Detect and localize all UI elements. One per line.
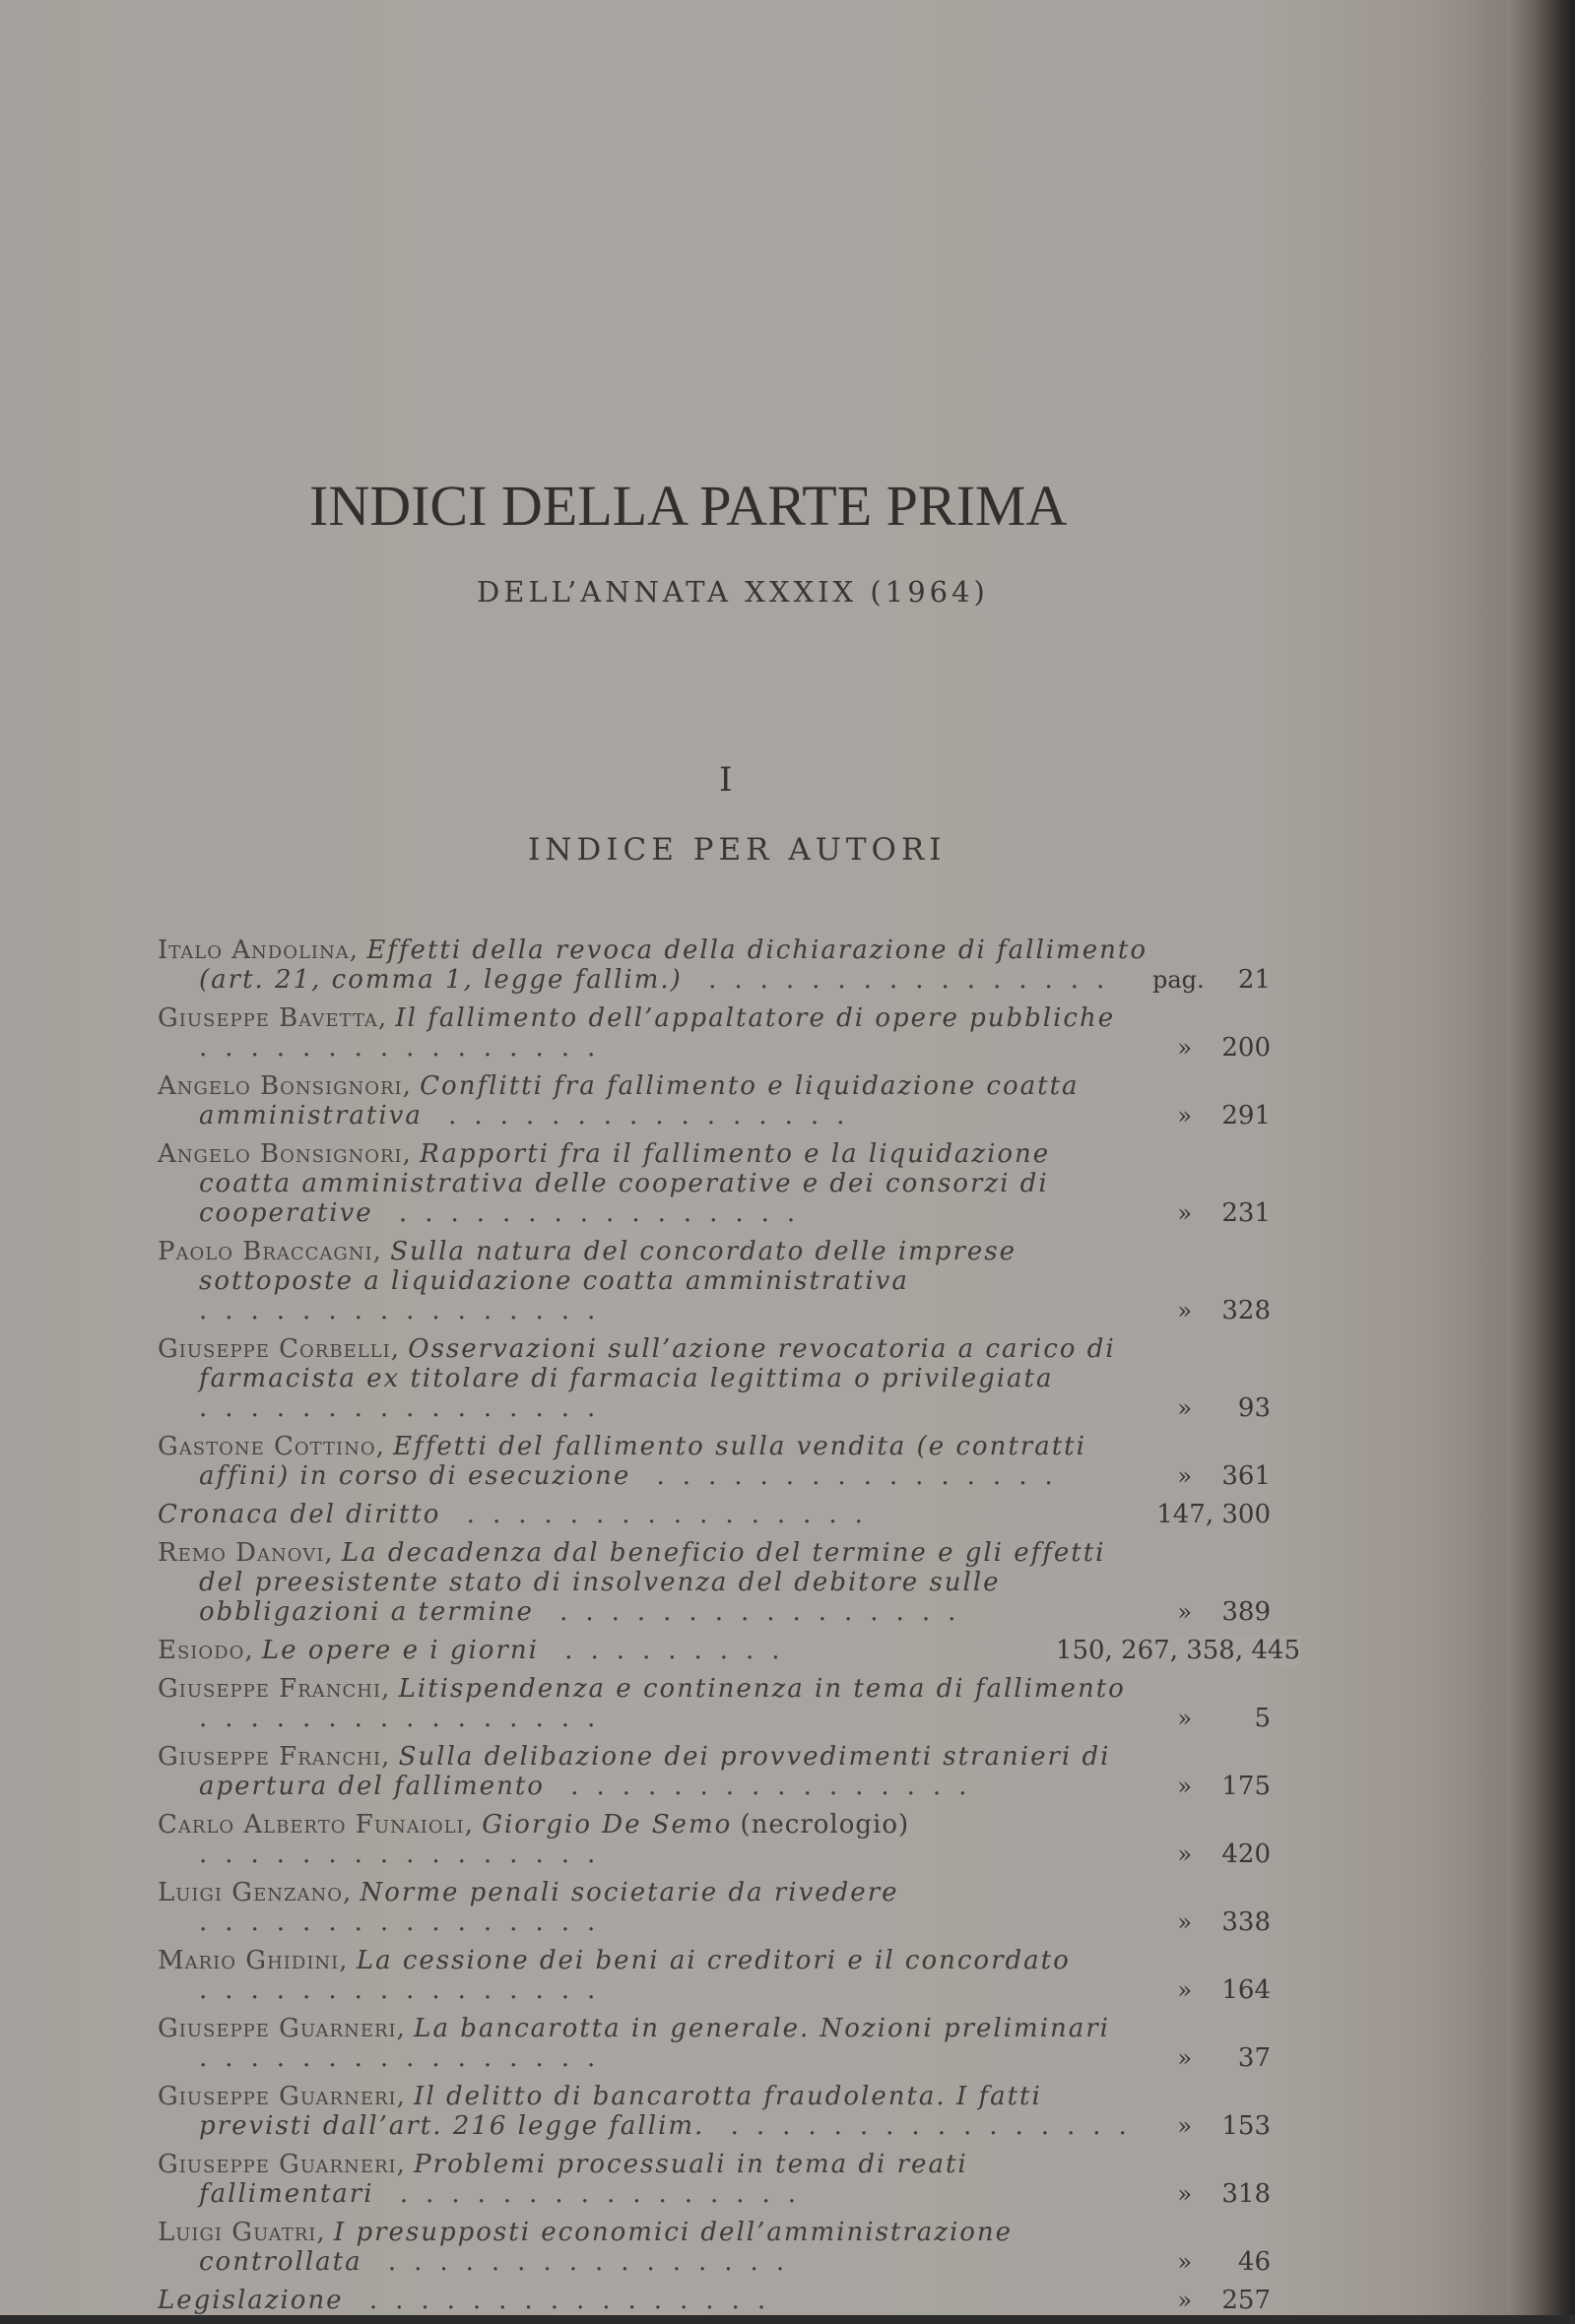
entry-title: Litispendenza e continenza in tema di fallimento	[398, 1674, 1126, 1704]
dot-leaders: ................	[199, 1296, 614, 1325]
entry-title: Osservazioni sull’azione revocatoria a carico di farmacista ex titolare di farmacia legittima o privilegiata	[199, 1334, 1116, 1393]
index-entry	[158, 1810, 1300, 1869]
index-entry	[158, 1071, 1300, 1130]
entry-text	[158, 2218, 1152, 2277]
entry-author: Giuseppe Bavetta,	[158, 1003, 388, 1033]
entry-pages: 21	[1237, 965, 1271, 995]
entry-mark: »	[1177, 2287, 1192, 2314]
index-entry	[158, 1139, 1300, 1228]
entry-title: Il fallimento dell’appaltatore di opere pubbliche	[395, 1003, 1116, 1033]
entry-author: Remo Danovi,	[158, 1538, 334, 1568]
entry-title: Giorgio De Semo	[482, 1810, 733, 1840]
dot-leaders: ................	[343, 2286, 784, 2315]
index-entry	[158, 2218, 1300, 2277]
entry-author: Giuseppe Corbelli,	[158, 1334, 400, 1364]
dot-leaders: ................	[704, 2111, 1145, 2141]
index-entry	[158, 1432, 1300, 1491]
entry-author: Angelo Bonsignori,	[158, 1139, 412, 1169]
entry-mark: »	[1177, 2180, 1192, 2208]
entry-pages: 93	[1237, 1393, 1271, 1423]
entry-pages: 5	[1254, 1704, 1271, 1733]
entry-mark: »	[1177, 1773, 1192, 1800]
index-entry	[158, 2286, 1300, 2315]
index-entry	[158, 1636, 1300, 1665]
entry-mark: »	[1177, 1840, 1192, 1868]
entry-mark: »	[1177, 1394, 1192, 1422]
page-edge	[1507, 0, 1575, 2315]
index-entry	[158, 2150, 1300, 2209]
entry-mark: »	[1177, 1102, 1192, 1130]
entry-title: Conflitti fra fallimento e liquidazione coatta amministrativa	[199, 1071, 1080, 1130]
entry-title: La cessione dei beni ai creditori e il concordato	[356, 1946, 1071, 1975]
entry-text	[158, 1674, 1152, 1733]
entry-title: La bancarotta in generale. Nozioni preliminari	[414, 2014, 1110, 2043]
entry-pages: 328	[1221, 1296, 1271, 1325]
dot-leaders: ................	[682, 965, 1123, 995]
entry-text	[158, 1003, 1152, 1063]
page-subtitle: DELL’ANNATA XXXIX (1964)	[477, 575, 989, 609]
entry-mark: »	[1177, 2248, 1192, 2276]
entry-pages: 231	[1221, 1198, 1271, 1228]
entry-pages: 175	[1221, 1772, 1271, 1801]
entry-text	[158, 2150, 1152, 2209]
entry-text	[158, 1538, 1152, 1627]
entry-title: Rapporti fra il fallimento e la liquidazione coatta amministrativa delle cooperative e dei consorzi di cooperative	[199, 1139, 1051, 1228]
entry-author: Giuseppe Guarneri,	[158, 2150, 406, 2179]
dot-leaders: ................	[373, 2179, 815, 2209]
entry-pages: 200	[1221, 1033, 1271, 1063]
index-entry	[158, 1742, 1300, 1801]
entry-author: Gastone Cottino,	[158, 1432, 385, 1461]
entry-title: Sulla natura del concordato delle imprese sottoposte a liquidazione coatta amministrativa	[199, 1237, 1017, 1296]
dot-leaders: .........	[538, 1636, 798, 1665]
index-entry	[158, 1674, 1300, 1733]
entry-author: Giuseppe Franchi,	[158, 1674, 391, 1704]
entry-title: Norme penali societarie da rivedere	[360, 1878, 899, 1907]
dot-leaders: ................	[199, 1975, 614, 2005]
entry-title: Le opere e i giorni	[261, 1636, 539, 1665]
entry-author: Carlo Alberto Funaioli,	[158, 1810, 474, 1840]
dot-leaders: ................	[199, 1393, 614, 1423]
entry-pages: 291	[1221, 1101, 1271, 1130]
entry-author: Mario Ghidini,	[158, 1946, 349, 1975]
entry-text	[158, 936, 1152, 995]
entry-text	[158, 1946, 1152, 2005]
entry-title: Effetti della revoca della dichiarazione di fallimento (art. 21, comma 1, legge fallim.)	[199, 936, 1148, 995]
dot-leaders: ................	[440, 1500, 881, 1529]
entry-author: Giuseppe Franchi,	[158, 1742, 391, 1772]
dot-leaders: ................	[533, 1597, 974, 1627]
entry-author: Luigi Genzano,	[158, 1878, 353, 1907]
index-entry	[158, 1237, 1300, 1325]
entry-author: Angelo Bonsignori,	[158, 1071, 412, 1101]
dot-leaders: ................	[372, 1198, 814, 1228]
entry-pages: 164	[1221, 1975, 1271, 2005]
entry-mark: »	[1177, 1908, 1192, 1936]
dot-leaders: ................	[422, 1101, 863, 1130]
entry-author: Paolo Braccagni,	[158, 1237, 382, 1266]
entry-pages: 361	[1221, 1461, 1271, 1491]
entry-mark: »	[1177, 1976, 1192, 2004]
entry-author: Italo Andolina,	[158, 936, 360, 965]
entry-title: Effetti del fallimento sulla vendita (e contratti affini) in corso di esecuzione	[199, 1432, 1086, 1491]
entry-pages: 37	[1237, 2043, 1271, 2073]
entry-text	[158, 1334, 1152, 1423]
entry-text	[158, 1432, 1152, 1491]
entry-mark: »	[1177, 1199, 1192, 1227]
entry-title: Cronaca del diritto	[158, 1500, 441, 1529]
dot-leaders: ................	[199, 1033, 614, 1063]
entry-text	[158, 1237, 1152, 1325]
index-entry	[158, 1946, 1300, 2005]
index-entry	[158, 936, 1300, 995]
entry-title: Il delitto di bancarotta fraudolenta. I fatti previsti dall’art. 216 legge fallim.	[199, 2082, 1042, 2141]
entry-text	[158, 1139, 1152, 1228]
index-entry	[158, 1334, 1300, 1423]
entry-title: Legislazione	[158, 2286, 344, 2315]
entry-text	[158, 2286, 1152, 2315]
entry-mark: »	[1177, 1297, 1192, 1324]
entry-author: Luigi Guatri,	[158, 2218, 326, 2247]
entry-text	[158, 1742, 1152, 1801]
index-entry	[158, 1003, 1300, 1063]
section-number: I	[719, 760, 733, 800]
index-entry	[158, 1878, 1300, 1937]
index-entry	[158, 1538, 1300, 1627]
entry-mark: »	[1177, 1705, 1192, 1732]
index-entry	[158, 1500, 1300, 1529]
entry-pages: 257	[1221, 2286, 1271, 2315]
dot-leaders: ................	[199, 1704, 614, 1733]
entry-mark: pag.	[1152, 966, 1205, 994]
author-index-list	[158, 936, 1300, 2324]
entry-pages: 46	[1237, 2247, 1271, 2277]
entry-text	[158, 2082, 1152, 2141]
entry-mark: »	[1177, 2044, 1192, 2072]
index-entry	[158, 2082, 1300, 2141]
index-entry	[158, 2014, 1300, 2073]
entry-author: Giuseppe Guarneri,	[158, 2014, 406, 2043]
dot-leaders: ................	[199, 1907, 614, 1937]
dot-leaders: ................	[544, 1772, 985, 1801]
entry-pages: 420	[1221, 1840, 1271, 1869]
entry-pages: 389	[1221, 1597, 1271, 1627]
section-title: INDICE PER AUTORI	[528, 832, 947, 868]
page-title: INDICI DELLA PARTE PRIMA	[309, 474, 1068, 538]
entry-text	[158, 1810, 1152, 1869]
dot-leaders: ................	[199, 1840, 614, 1869]
dot-leaders: ................	[630, 1461, 1071, 1491]
dot-leaders: ................	[361, 2247, 803, 2277]
entry-author: Giuseppe Guarneri,	[158, 2082, 406, 2111]
entry-mark: »	[1177, 1462, 1192, 1490]
entry-pages: 150, 267, 358, 445	[1046, 1636, 1300, 1665]
entry-text	[158, 2014, 1152, 2073]
entry-pages: 318	[1221, 2179, 1271, 2209]
entry-author: Esiodo,	[158, 1636, 254, 1665]
entry-title: Sulla delibazione dei provvedimenti stranieri di apertura del fallimento	[199, 1742, 1111, 1801]
entry-note: (necrologio)	[740, 1810, 910, 1840]
entry-title: I presupposti economici dell’amministrazione controllata	[199, 2218, 1014, 2277]
entry-title: Problemi processuali in tema di reati fallimentari	[199, 2150, 968, 2209]
entry-pages: 147, 300	[1156, 1500, 1271, 1529]
entry-pages: 153	[1221, 2111, 1271, 2141]
entry-mark: »	[1177, 2112, 1192, 2140]
entry-pages: 338	[1221, 1907, 1271, 1937]
entry-mark: »	[1177, 1034, 1192, 1062]
entry-text	[158, 1500, 1152, 1529]
entry-text	[158, 1878, 1152, 1937]
dot-leaders: ................	[199, 2043, 614, 2073]
entry-text	[158, 1071, 1152, 1130]
entry-title: La decadenza dal beneficio del termine e gli effetti del preesistente stato di insolvenza del debitore sulle obbligazioni a termine	[199, 1538, 1106, 1627]
entry-mark: »	[1177, 1598, 1192, 1626]
